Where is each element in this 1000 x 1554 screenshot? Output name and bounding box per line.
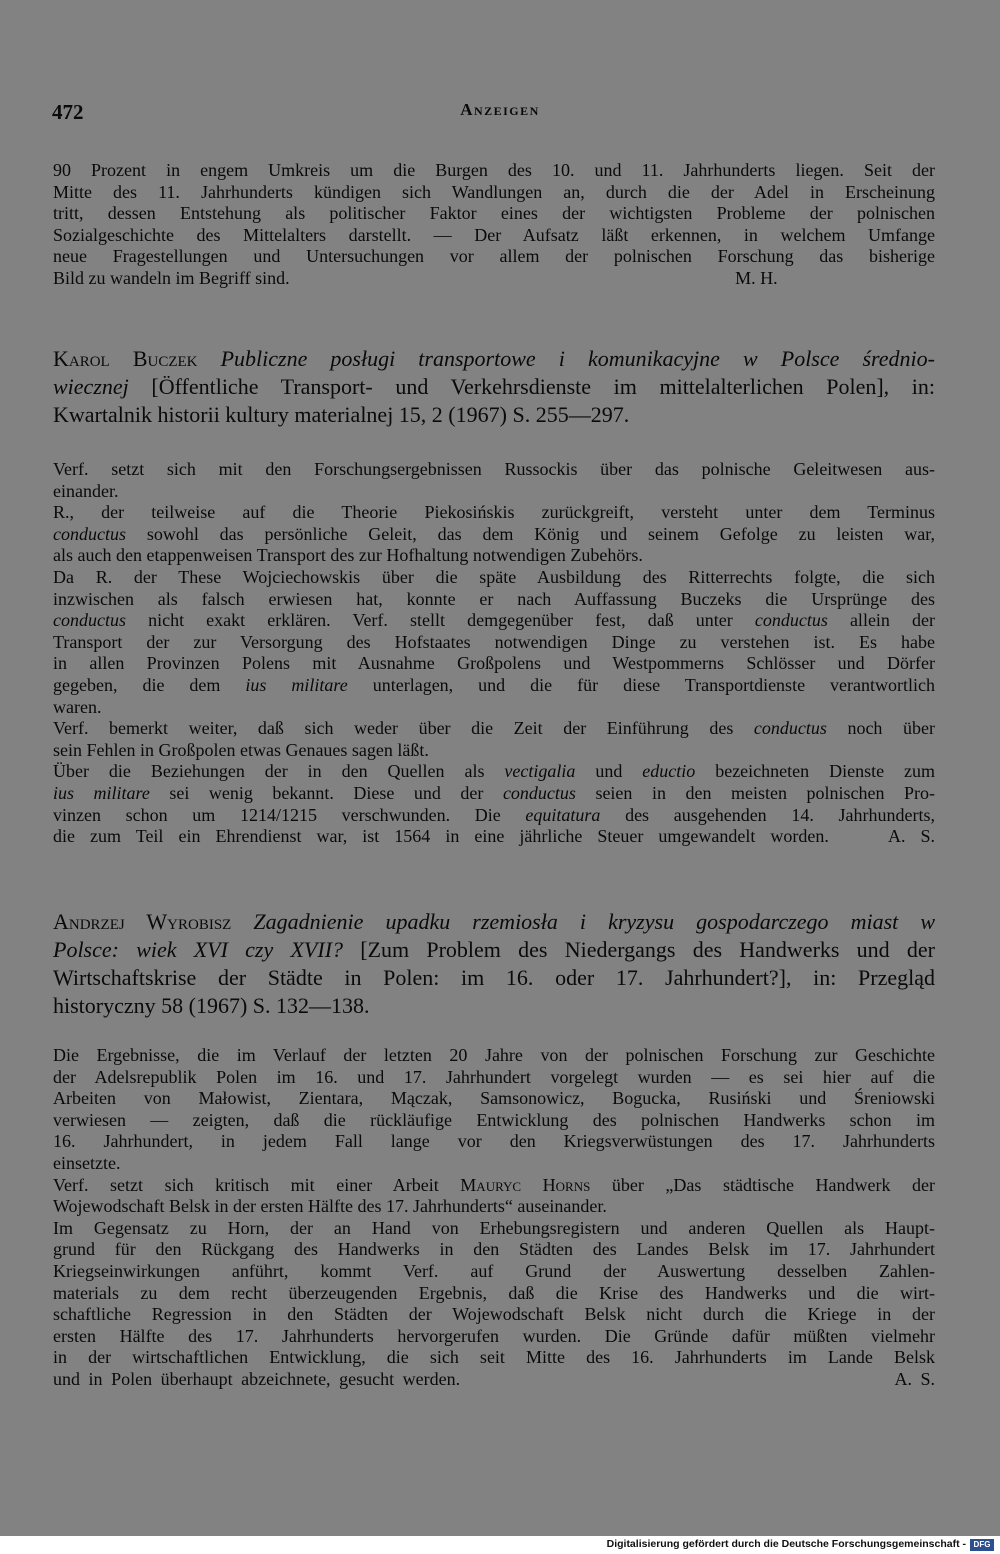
text-line: Da R. der These Wojciechowskis über die späte Ausbildung des Ritterrechts folgte, die sich (53, 566, 935, 587)
text-line: 16. Jahrhundert, in jedem Fall lange vor den Kriegsverwüstungen des 17. Jahrhunderts (53, 1131, 935, 1152)
review-1-title: Publiczne posługi transportowe i komunikacyjne w Polsce średnio- (220, 346, 935, 371)
text-line: Über die Beziehungen der in den Quellen als vectigalia und eductio bezeichneten Dienste zum (53, 761, 935, 782)
text-line-signature: Bild zu wandeln im Begriff sind. M. H. (53, 267, 778, 288)
text-line: conductus sowohl das persönliche Geleit, das dem König und seinem Gefolge zu leisten war, (53, 523, 935, 544)
review-1-heading (53, 345, 935, 429)
text-line: tritt, dessen Entstehung als politischer Faktor eines der wichtigsten Probleme der polnischen (53, 203, 935, 224)
review-2-translation: [Zum Problem des Niedergangs des Handwerks und der (343, 937, 936, 962)
review-1-translation: [Öffentliche Transport- und Verkehrsdienste im mittelalterlichen Polen], in: (128, 374, 935, 399)
review-2-citation: historyczny 58 (1967) S. 132—138. (53, 993, 370, 1018)
text-line: einsetzte. (53, 1152, 121, 1173)
text-line: in der wirtschaftlichen Entwicklung, die sich seit Mitte des 16. Jahrhunderts im Lande Belsk (53, 1347, 935, 1368)
text-line: inzwischen als falsch erwiesen hat, konnte er nach Auffassung Buczeks die Ursprünge des (53, 588, 935, 609)
text-line: ersten Hälfte des 17. Jahrhunderts hervorgerufen wurden. Die Gründe dafür müßten vielmehr (53, 1325, 935, 1346)
review-1-title-cont: wiecznej (53, 374, 129, 399)
text-line: materials zu dem recht überzeugenden Ergebnis, daß die Krise des Handwerks und die wirt- (53, 1282, 935, 1303)
text-line: Wojewodschaft Belsk in der ersten Hälfte des 17. Jahrhunderts“ auseinander. (53, 1196, 607, 1217)
text-line: als auch den etappenweisen Transport des zur Hofhaltung notwendigen Zubehörs. (53, 545, 643, 566)
intro-paragraph (53, 160, 935, 290)
review-1-citation: Kwartalnik historii kultury materialnej 15, 2 (1967) S. 255—297. (53, 402, 630, 427)
text-line: R., der teilweise auf die Theorie Piekosińskis zurückgreift, versteht unter dem Terminus (53, 502, 935, 523)
review-2-title: Zagadnienie upadku rzemiosła i kryzysu gospodarczego miast w (253, 909, 936, 934)
text-line: Die Ergebnisse, die im Verlauf der letzten 20 Jahre von der polnischen Forschung zur Geschichte (53, 1045, 935, 1065)
text-line-signature: die zum Teil ein Ehrendienst war, ist 1564 in eine jährliche Steuer umgewandelt worden. A. S. (53, 826, 935, 847)
text-line: Transport der zur Versorgung des Hofstaates notwendigen Dinge zu verstehen ist. Es habe (53, 631, 935, 652)
review-1-body (53, 459, 935, 848)
footer-credit: Digitalisierung gefördert durch die Deutsche Forschungsgemeinschaft - (606, 1538, 966, 1550)
text-line: ius militare sei wenig bekannt. Diese und der conductus seien in den meisten polnischen Pro- (53, 782, 935, 803)
review-2-heading (53, 908, 935, 1020)
text-line: Im Gegensatz zu Horn, der an Hand von Erhebungsregistern und anderen Quellen als Haupt- (53, 1217, 935, 1238)
dfg-logo-icon: DFG (970, 1539, 994, 1551)
review-1-author: Karol Buczek (53, 346, 198, 371)
text-line: vinzen schon um 1214/1215 verschwunden. Die equitatura des ausgehenden 14. Jahrhunderts, (53, 804, 935, 825)
review-2-title-cont: Polsce: wiek XVI czy XVII? (53, 937, 344, 962)
text-line: in allen Provinzen Polens mit Ausnahme Großpolens und Westpommerns Schlösser und Dörfer (53, 653, 935, 674)
review-2-translation-cont: Wirtschaftskrise der Städte in Polen: im 16. oder 17. Jahrhundert?], in: Przegląd (53, 965, 935, 990)
text-line: neue Fragestellungen und Untersuchungen vor allem der polnischen Forschung das bisherige (53, 246, 935, 267)
text-line: conductus nicht exakt erklären. Verf. stellt demgegenüber fest, daß unter conductus allein der (53, 610, 936, 631)
page-number: 472 (52, 100, 84, 124)
text-line: sein Fehlen in Großpolen etwas Genaues sagen läßt. (53, 739, 429, 760)
text-line: grund für den Rückgang des Handwerks in den Städten des Landes Belsk im 17. Jahrhundert (53, 1239, 935, 1260)
text-line: Arbeiten von Małowist, Zientara, Mączak, Samsonowicz, Bogucka, Rusiński und Śreniowski (53, 1088, 935, 1109)
running-title: Anzeigen (460, 100, 540, 119)
text-line: Mitte des 11. Jahrhunderts kündigen sich Wandlungen an, durch die der Adel in Erscheinung (53, 181, 935, 202)
text-line: verwiesen — zeigten, daß die rückläufige Entwicklung des polnischen Handwerks schon im (53, 1109, 935, 1130)
text-line: einander. (53, 480, 119, 501)
text-line: Kriegseinwirkungen anführt, kommt Verf. auf Grund der Auswertung desselben Zahlen- (53, 1260, 935, 1281)
text-line: Verf. setzt sich kritisch mit einer Arbeit Mauryc Horns über „Das städtische Handwerk der (53, 1174, 935, 1195)
text-line: 90 Prozent in engem Umkreis um die Burgen des 10. und 11. Jahrhunderts liegen. Seit der (53, 160, 935, 180)
text-line: schaftliche Regression in den Städten der Wojewodschaft Belsk nicht durch die Kriege in der (53, 1304, 935, 1325)
text-line: Sozialgeschichte des Mittelalters darstellt. — Der Aufsatz läßt erkennen, in welchem Umfange (53, 224, 935, 245)
text-line-signature: und in Polen überhaupt abzeichnete, gesucht werden. A. S. (53, 1368, 935, 1389)
text-line: Verf. bemerkt weiter, daß sich weder über die Zeit der Einführung des conductus noch über (53, 718, 935, 739)
text-line: waren. (53, 696, 102, 717)
review-2-body (53, 1045, 935, 1391)
digitization-footer (0, 1536, 1000, 1554)
text-line: der Adelsrepublik Polen im 16. und 17. Jahrhundert vorgelegt wurden — es sei hier auf die (53, 1066, 935, 1087)
review-2-author: Andrzej Wyrobisz (53, 909, 232, 934)
text-line: gegeben, die dem ius militare unterlagen, und die für diese Transportdienste verantwortlich (53, 674, 935, 695)
text-line: Verf. setzt sich mit den Forschungsergebnissen Russockis über das polnische Geleitwesen aus- (53, 459, 935, 479)
